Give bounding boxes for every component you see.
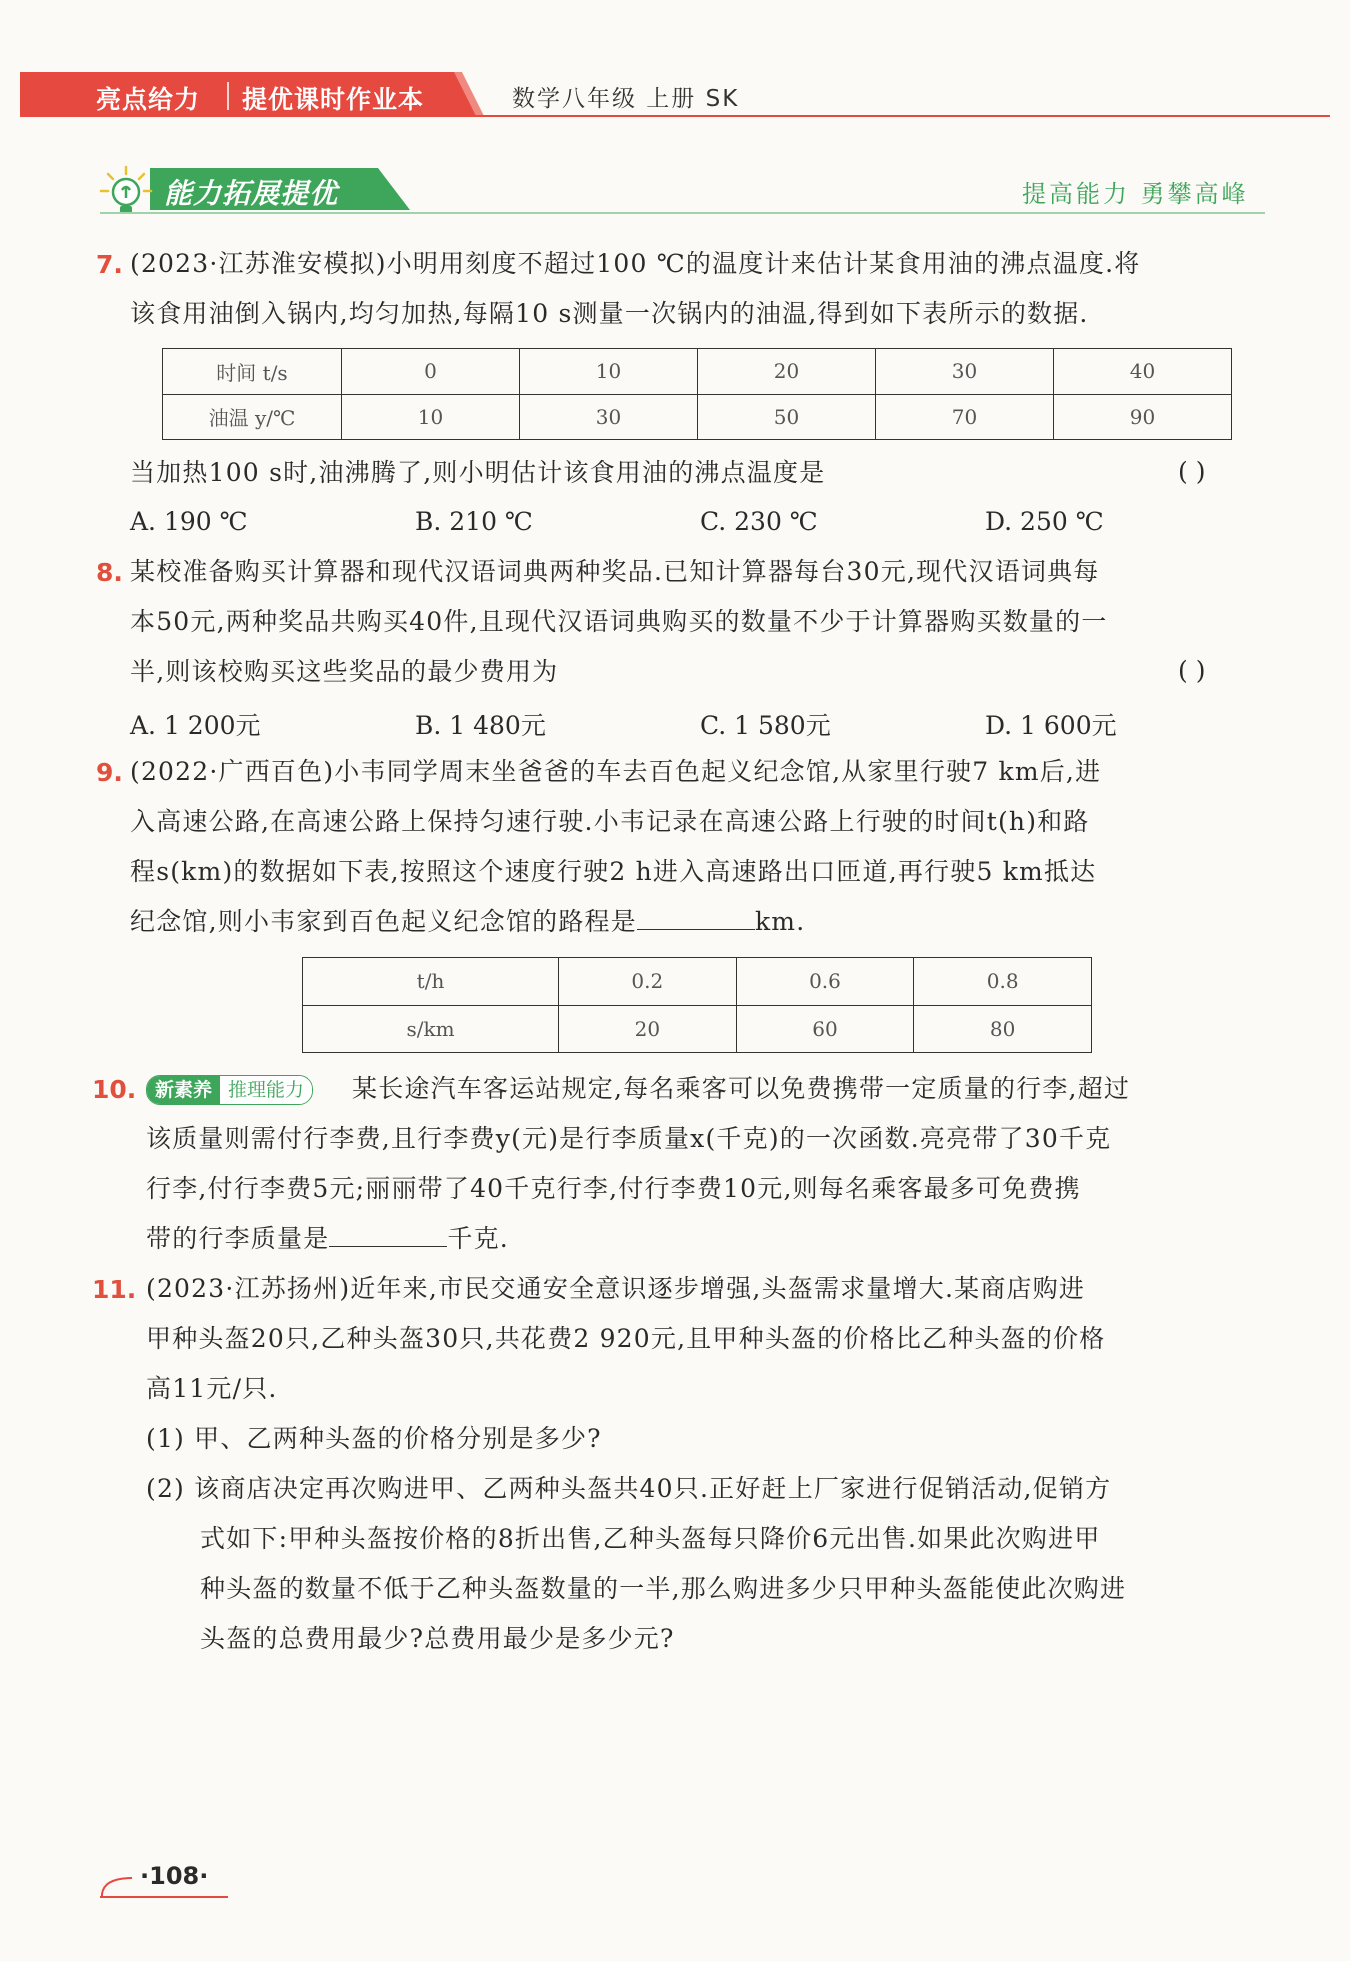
table-row xyxy=(303,1005,1092,1053)
header-subject: 数学八年级 上册 SK xyxy=(512,86,740,112)
q7-option-a: A. 190 ℃ xyxy=(130,507,248,536)
q7-option-c: C. 230 ℃ xyxy=(700,507,818,536)
table-cell: 0.6 xyxy=(736,958,914,1006)
table-cell: 0.2 xyxy=(559,958,737,1006)
table-row xyxy=(163,394,1232,440)
table-cell: t/h xyxy=(303,958,559,1006)
table-row xyxy=(303,958,1092,1006)
page-number: ·108· xyxy=(140,1862,209,1890)
section-title: 能力拓展提优 xyxy=(164,177,339,210)
question-number-7: 7. xyxy=(96,250,123,279)
table-cell: 0.8 xyxy=(914,958,1092,1006)
q9-data-table xyxy=(302,957,1092,1053)
q11-sub-2-line-1: (2) 该商店决定再次购进甲、乙两种头盔共40只.正好赶上厂家进行促销活动,促销方 xyxy=(146,1474,1112,1503)
table-cell: 40 xyxy=(1054,349,1232,395)
q7-option-d: D. 250 ℃ xyxy=(985,507,1104,536)
q8-line-2: 本50元,两种奖品共购买40件,且现代汉语词典购买的数量不少于计算器购买数量的一 xyxy=(130,607,1108,636)
table-cell: 10 xyxy=(342,394,520,440)
q9-line-2: 入高速公路,在高速公路上保持匀速行驶.小韦记录在高速公路上行驶的时间t(h)和路 xyxy=(130,807,1090,836)
table-cell: s/km xyxy=(303,1005,559,1053)
table-row xyxy=(163,349,1232,395)
question-number-8: 8. xyxy=(96,558,123,587)
q7-option-b: B. 210 ℃ xyxy=(415,507,533,536)
table-cell: 70 xyxy=(876,394,1054,440)
q8-answer-paren: ( ) xyxy=(1178,656,1206,685)
q11-line-3: 高11元/只. xyxy=(146,1374,278,1403)
table-cell: 80 xyxy=(914,1005,1092,1053)
table-cell: 30 xyxy=(876,349,1054,395)
q7-line-1: (2023·江苏淮安模拟)小明用刻度不超过100 ℃的温度计来估计某食用油的沸点温度.将 xyxy=(130,249,1141,278)
table-cell: 10 xyxy=(520,349,698,395)
q9-line-4 xyxy=(130,906,805,938)
table-cell: 20 xyxy=(559,1005,737,1053)
table-cell: 0 xyxy=(342,349,520,395)
table-cell: 50 xyxy=(698,394,876,440)
competency-badge xyxy=(146,1075,313,1105)
header-separator xyxy=(227,82,229,110)
q11-line-1: (2023·江苏扬州)近年来,市民交通安全意识逐步增强,头盔需求量增大.某商店购进 xyxy=(146,1274,1086,1303)
section-rule xyxy=(100,212,1265,214)
table-cell: 时间 t/s xyxy=(163,349,342,395)
q10-line-4 xyxy=(146,1223,509,1255)
table-cell: 60 xyxy=(736,1005,914,1053)
table-cell: 油温 y/℃ xyxy=(163,394,342,440)
table-cell: 30 xyxy=(520,394,698,440)
q7-data-table xyxy=(162,348,1232,440)
q11-sub-2-line-4: 头盔的总费用最少?总费用最少是多少元? xyxy=(200,1624,675,1653)
q10-line-4-text: 带的行李质量是 xyxy=(146,1224,330,1253)
q11-line-2: 甲种头盔20只,乙种头盔30只,共花费2 920元,且甲种头盔的价格比乙种头盔的价格 xyxy=(146,1324,1106,1353)
badge-reasoning: 推理能力 xyxy=(220,1076,312,1104)
q10-answer-blank[interactable] xyxy=(329,1224,447,1247)
q9-answer-blank[interactable] xyxy=(637,907,755,930)
q8-line-3: 半,则该校购买这些奖品的最少费用为 xyxy=(130,657,559,686)
q10-line-2: 该质量则需付行李费,且行李费y(元)是行李质量x(千克)的一次函数.亮亮带了30千克 xyxy=(146,1124,1112,1153)
q7-answer-paren: ( ) xyxy=(1178,457,1206,486)
q7-line-3: 当加热100 s时,油沸腾了,则小明估计该食用油的沸点温度是 xyxy=(130,458,826,487)
q9-line-1: (2022·广西百色)小韦同学周末坐爸爸的车去百色起义纪念馆,从家里行驶7 km后,进 xyxy=(130,757,1102,786)
q10-line-3: 行李,付行李费5元;丽丽带了40千克行李,付行李费10元,则每名乘客最多可免费携 xyxy=(146,1174,1081,1203)
header-brand: 亮点给力 xyxy=(96,85,201,114)
question-number-10: 10. xyxy=(92,1075,137,1104)
q10-line-1: 某长途汽车客运站规定,每名乘客可以免费携带一定质量的行李,超过 xyxy=(352,1074,1131,1103)
q9-line-4-text: 纪念馆,则小韦家到百色起义纪念馆的路程是 xyxy=(130,907,637,936)
q11-sub-2-line-2: 式如下:甲种头盔按价格的8折出售,乙种头盔每只降价6元出售.如果此次购进甲 xyxy=(200,1524,1101,1553)
section-slogan: 提高能力 勇攀高峰 xyxy=(1022,180,1249,208)
table-cell: 20 xyxy=(698,349,876,395)
q11-sub-2-line-3: 种头盔的数量不低于乙种头盔数量的一半,那么购进多少只甲种头盔能使此次购进 xyxy=(200,1574,1127,1603)
badge-new-literacy: 新素养 xyxy=(147,1076,220,1104)
q9-line-3: 程s(km)的数据如下表,按照这个速度行驶2 h进入高速路出口匝道,再行驶5 km抵达 xyxy=(130,857,1097,886)
table-cell: 90 xyxy=(1054,394,1232,440)
q10-suffix: 千克. xyxy=(447,1224,509,1253)
question-number-11: 11. xyxy=(92,1275,137,1304)
q8-option-d: D. 1 600元 xyxy=(985,711,1117,740)
q9-suffix: km. xyxy=(754,907,806,936)
q8-option-a: A. 1 200元 xyxy=(130,711,261,740)
q11-sub-1: (1) 甲、乙两种头盔的价格分别是多少? xyxy=(146,1424,602,1453)
footer-rule xyxy=(100,1896,228,1898)
header-rule xyxy=(20,115,1330,117)
q8-option-b: B. 1 480元 xyxy=(415,711,546,740)
header-series: 提优课时作业本 xyxy=(242,85,425,114)
q7-line-2: 该食用油倒入锅内,均匀加热,每隔10 s测量一次锅内的油温,得到如下表所示的数据. xyxy=(130,299,1089,328)
q8-line-1: 某校准备购买计算器和现代汉语词典两种奖品.已知计算器每台30元,现代汉语词典每 xyxy=(130,557,1100,586)
question-number-9: 9. xyxy=(96,758,123,787)
q8-option-c: C. 1 580元 xyxy=(700,711,831,740)
